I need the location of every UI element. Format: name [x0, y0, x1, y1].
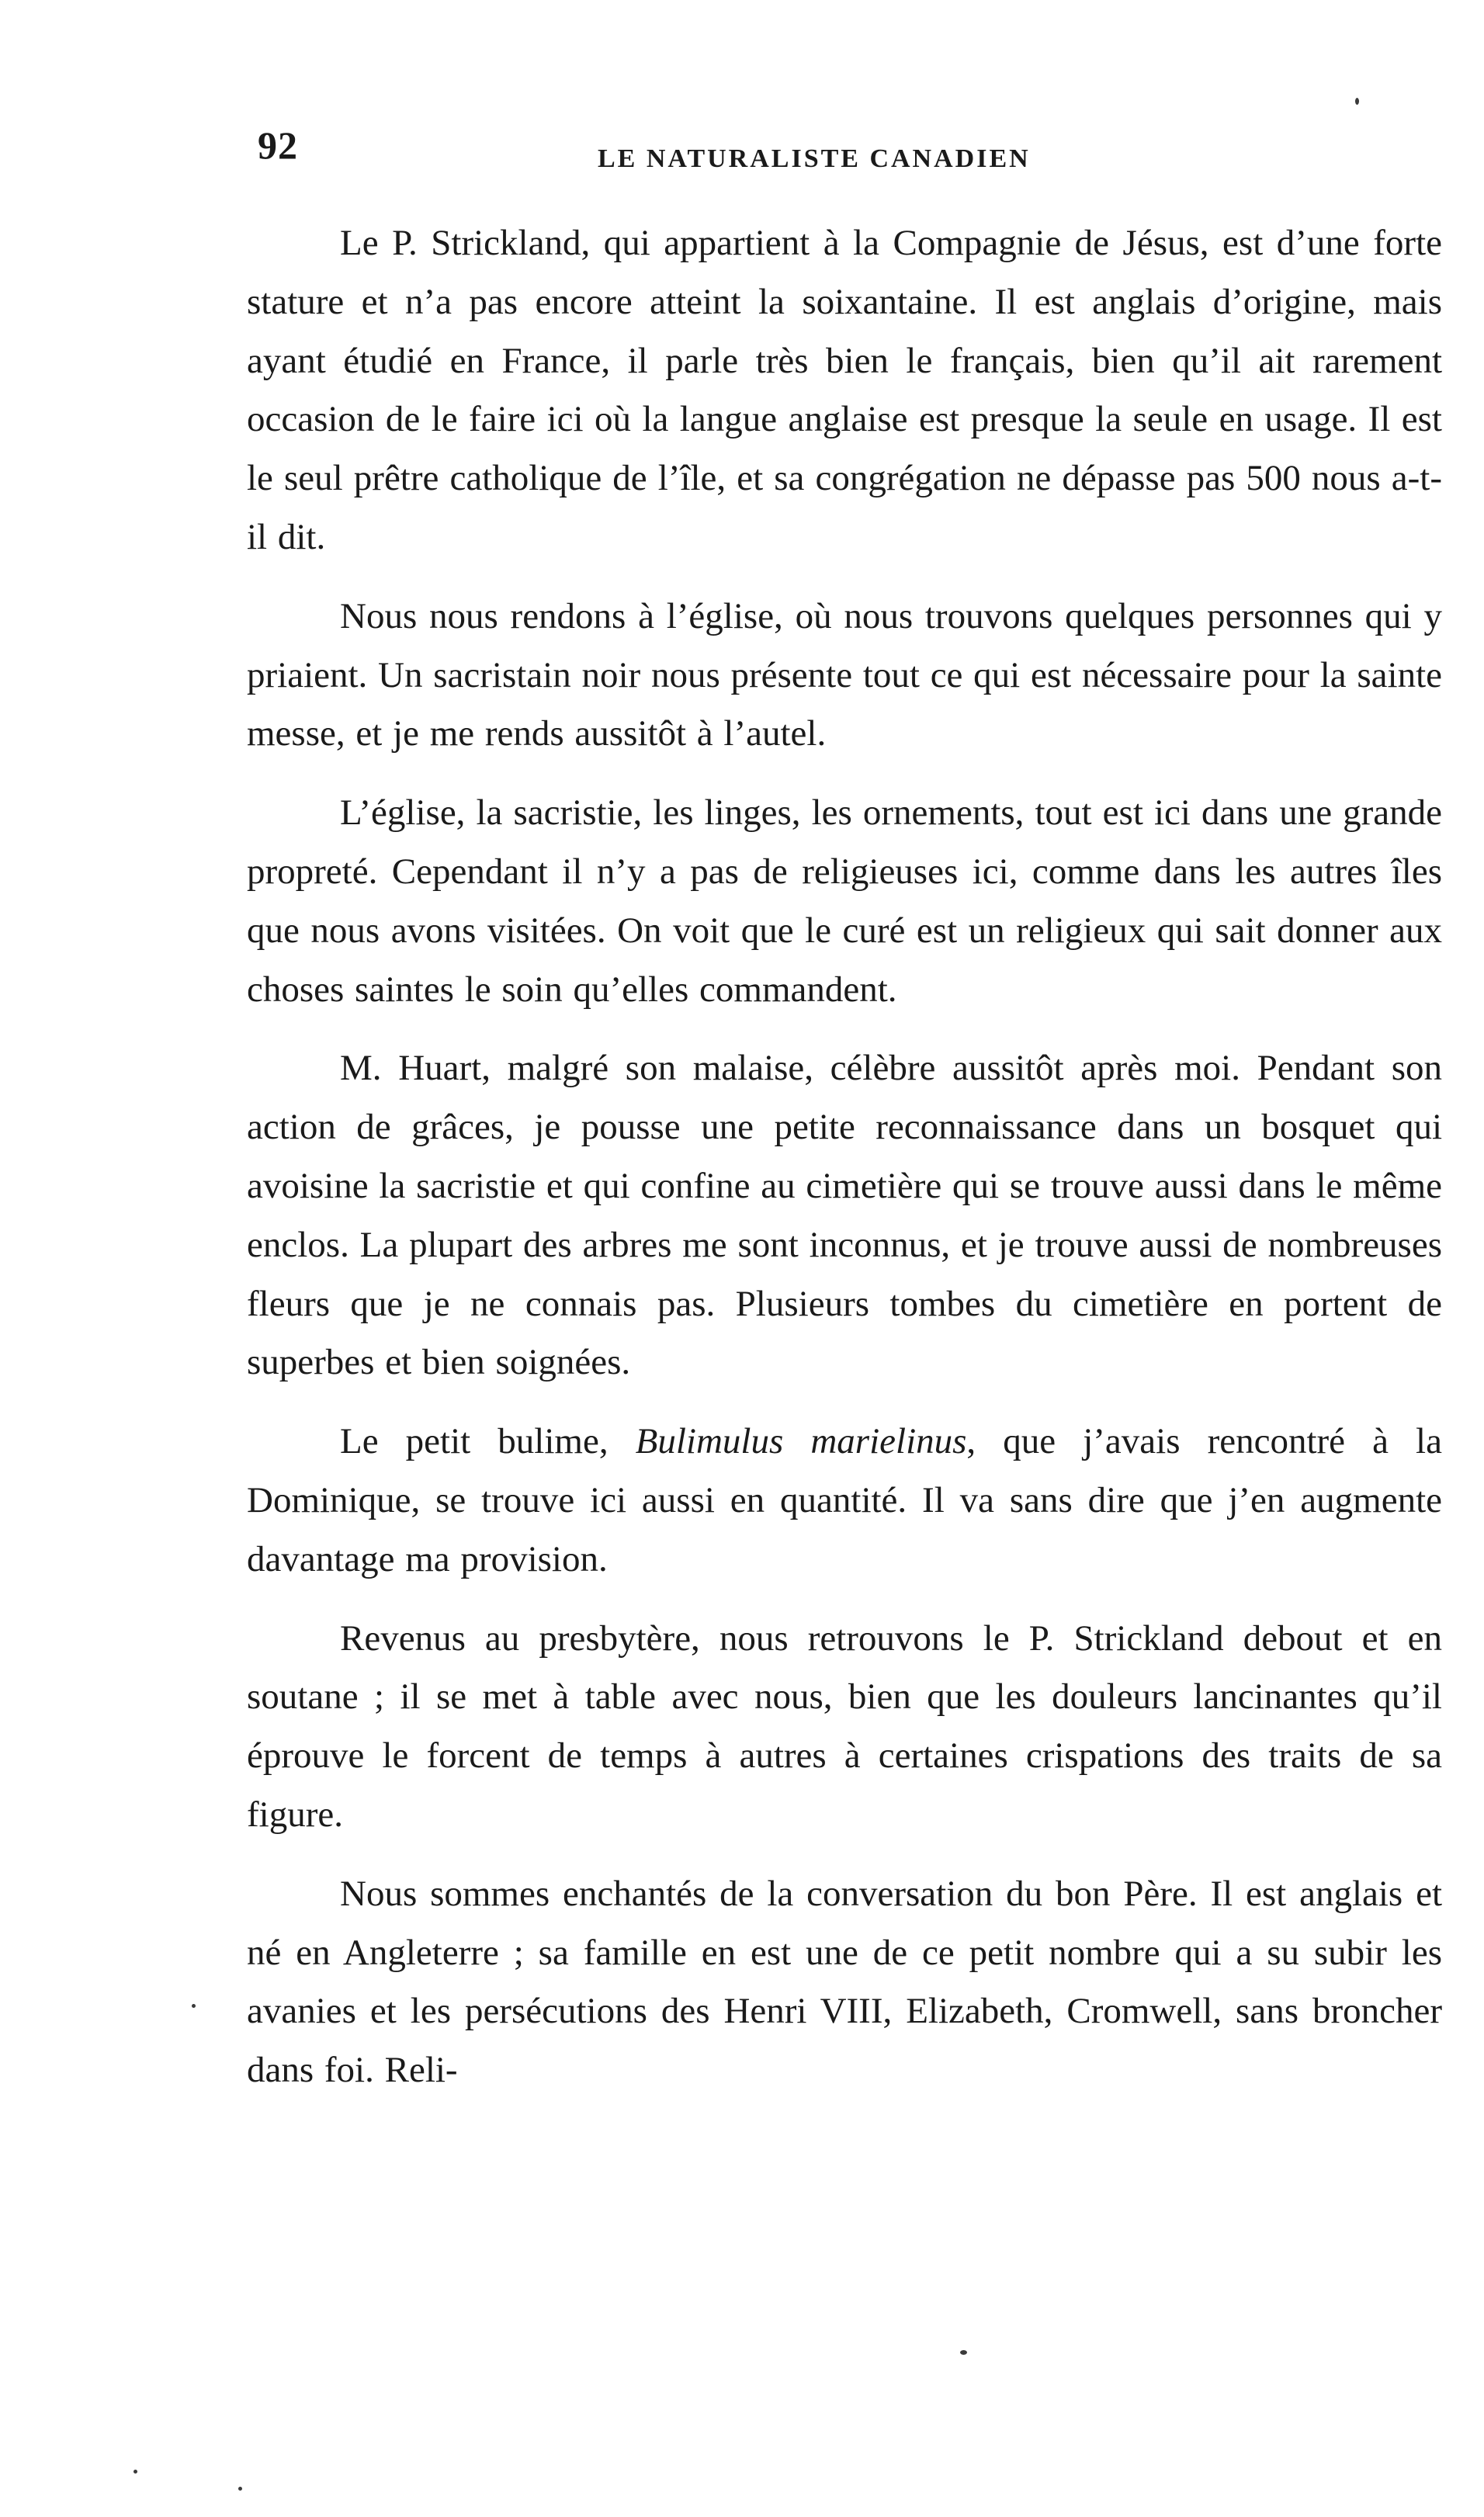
- scan-speck: [960, 2350, 967, 2355]
- paragraph-1: Le P. Strickland, qui appartient à la Compagnie de Jésus, est d’une forte stature et n’a pas encore atteint la soixantaine. Il est anglais d’origine, mais ayant étudié en France, il parle très bien le français, bien qu’il ait rarement occasion de le faire ici où la langue anglaise est presque la seule en usage. Il est le seul prêtre catholique de l’île, et sa congrégation ne dépasse pas 500 nous a-t-il dit.: [247, 223, 1442, 557]
- scan-speck: [192, 2004, 196, 2008]
- paragraph-6: Revenus au presbytère, nous retrouvons le P. Strickland debout et en soutane ; il se met à table avec nous, bien que les douleurs lancinantes qu’il éprouve le forcent de temps à autres à certaines crispations des traits de sa figure.: [247, 1617, 1442, 1835]
- species-name: Bulimulus marielinus: [635, 1421, 967, 1462]
- scan-speck: [238, 2487, 242, 2491]
- paragraph-3: L’église, la sacristie, les linges, les ornements, tout est ici dans une grande propreté. Cependant il n’y a pas de religieuses ici, comme dans les autres îles que nous avons visitées. On voit que le curé est un religieux qui sait donner aux choses saintes le soin qu’elles commandent.: [247, 792, 1442, 1010]
- page-header: [248, 115, 1118, 177]
- paragraph-2: Nous nous rendons à l’église, où nous trouvons quelques personnes qui y priaient. Un sacristain noir nous présente tout ce qui est nécessaire pour la sainte messe, et je me rends aussitôt à l’autel.: [247, 595, 1442, 754]
- scan-speck: [133, 2470, 137, 2474]
- paragraph-5-lead: Le petit bulime,: [340, 1421, 636, 1462]
- running-head: LE NATURALISTE CANADIEN: [598, 144, 1031, 173]
- page-number: 92: [258, 123, 298, 167]
- scan-speck: [1355, 98, 1359, 105]
- paragraph-7: Nous sommes enchantés de la conversation du bon Père. Il est anglais et né en Angleterre ; sa famille en est une de ce petit nombre qui a su subir les avanies et les persécutions des Henri VIII, Elizabeth, Cromwell, sans broncher dans foi. Reli-: [247, 1873, 1442, 2091]
- body-text: [247, 214, 1442, 2120]
- paragraph-4: M. Huart, malgré son malaise, célèbre aussitôt après moi. Pendant son action de grâces, je pousse une petite reconnaissance dans un bosquet qui avoisine la sacristie et qui confine au cimetière qui se trouve aussi dans le même enclos. La plupart des arbres me sont inconnus, et je trouve aussi de nombreuses fleurs que je ne connais pas. Plusieurs tombes du cimetière en portent de superbes et bien soignées.: [247, 1048, 1442, 1383]
- paragraph-5-rest: , que j’avais rencontré à la Dominique, se trouve ici aussi en quantité. Il va sans dire que j’en augmente davantage ma provision.: [247, 1421, 1442, 1579]
- paragraph-5: [247, 1413, 1442, 1589]
